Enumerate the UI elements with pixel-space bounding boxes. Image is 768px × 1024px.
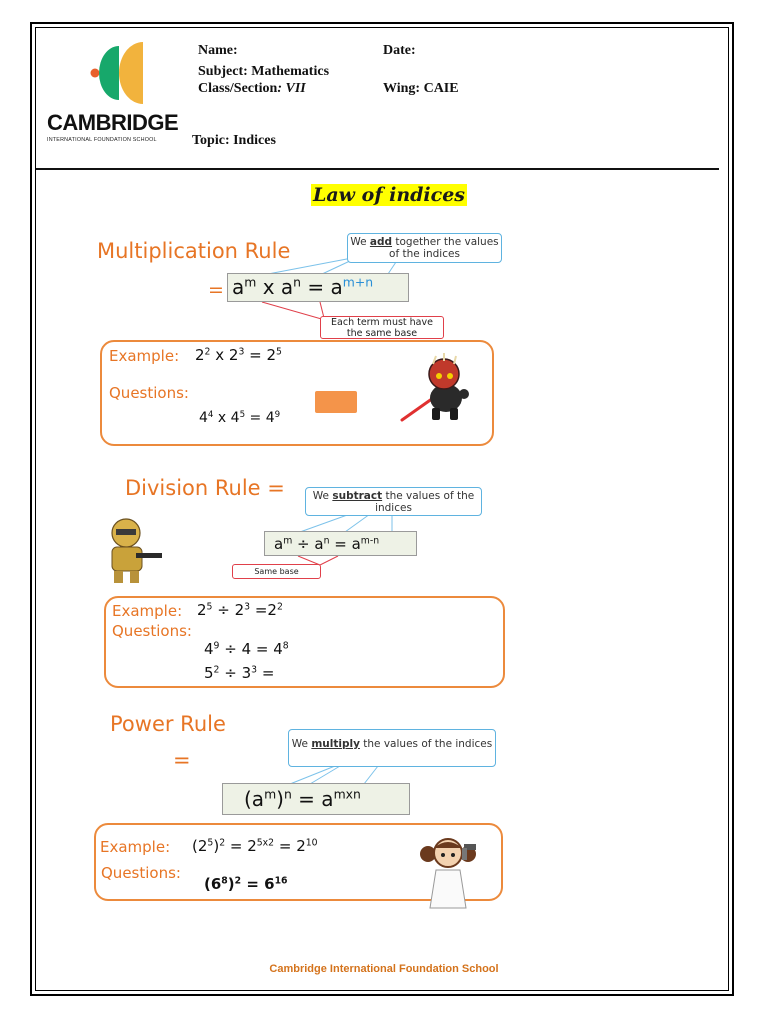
multiplication-questions-label: Questions:: [109, 384, 189, 402]
same-base-note-division: Same base: [232, 564, 321, 579]
date-field-label: Date:: [383, 43, 416, 58]
same-base-note-multiplication: Each term must have the same base: [320, 316, 444, 339]
multiplication-formula: $a^m$ x $a^n = a^{m+n}$: [227, 273, 409, 302]
division-rule-heading: Division Rule =: [125, 476, 285, 500]
logo-subtitle: INTERNATIONAL FOUNDATION SCHOOL: [47, 137, 157, 143]
power-question-1: $(6^8)^2 = 6^{16}$: [204, 875, 288, 893]
worksheet-title: Law of indices: [313, 184, 465, 206]
wing-field: Wing: CAIE: [383, 81, 459, 96]
multiplication-example-label: Example:: [109, 347, 180, 365]
multiplication-question-1: $4^4$ x $4^5 = 4^9$: [199, 409, 281, 426]
power-questions-label: Questions:: [101, 864, 181, 882]
division-callout: We subtract the values of the indices: [305, 487, 482, 516]
power-example-label: Example:: [100, 838, 171, 856]
division-question-1: $4^9 \div 4 = 4^8$: [204, 640, 289, 658]
power-formula: $(a^m)^n = a^{mxn}$: [222, 783, 410, 815]
subject-field: Subject: Mathematics: [198, 64, 330, 79]
class-section-field: Class/Section: VII: [198, 81, 306, 96]
dark-warrior-cartoon-icon: [400, 352, 480, 424]
answer-box[interactable]: [315, 391, 357, 413]
division-questions-label: Questions:: [112, 622, 192, 640]
division-question-2: $5^2 \div 3^3$ =: [204, 664, 275, 682]
logo-wordmark: CAMBRIDGE: [47, 110, 179, 135]
power-example-expression: $(2^5)^2 = 2^{5x2} = 2^{10}$: [192, 837, 318, 855]
multiplication-equals-sign: =: [208, 279, 224, 301]
division-example-label: Example:: [112, 602, 183, 620]
name-field-label: Name:: [198, 43, 238, 58]
armored-warrior-cartoon-icon: [102, 517, 166, 585]
topic-field: Topic: Indices: [192, 133, 276, 148]
footer-school-name: Cambridge International Foundation School: [269, 963, 499, 975]
princess-cartoon-icon: [418, 834, 486, 912]
power-equals-sign: =: [173, 748, 191, 772]
division-example-expression: $2^5 \div 2^3 =2^2$: [197, 601, 283, 619]
power-rule-heading: Power Rule: [110, 712, 226, 736]
multiplication-example-expression: $2^2$ x $2^3 = 2^5$: [195, 346, 282, 364]
multiplication-rule-heading: Multiplication Rule: [97, 239, 291, 263]
power-callout: We multiply the values of the indices: [288, 729, 496, 767]
multiplication-callout: We add together the values of the indices: [347, 233, 502, 263]
division-formula: $a^m \div a^n = a^{m-n}$: [264, 531, 417, 556]
